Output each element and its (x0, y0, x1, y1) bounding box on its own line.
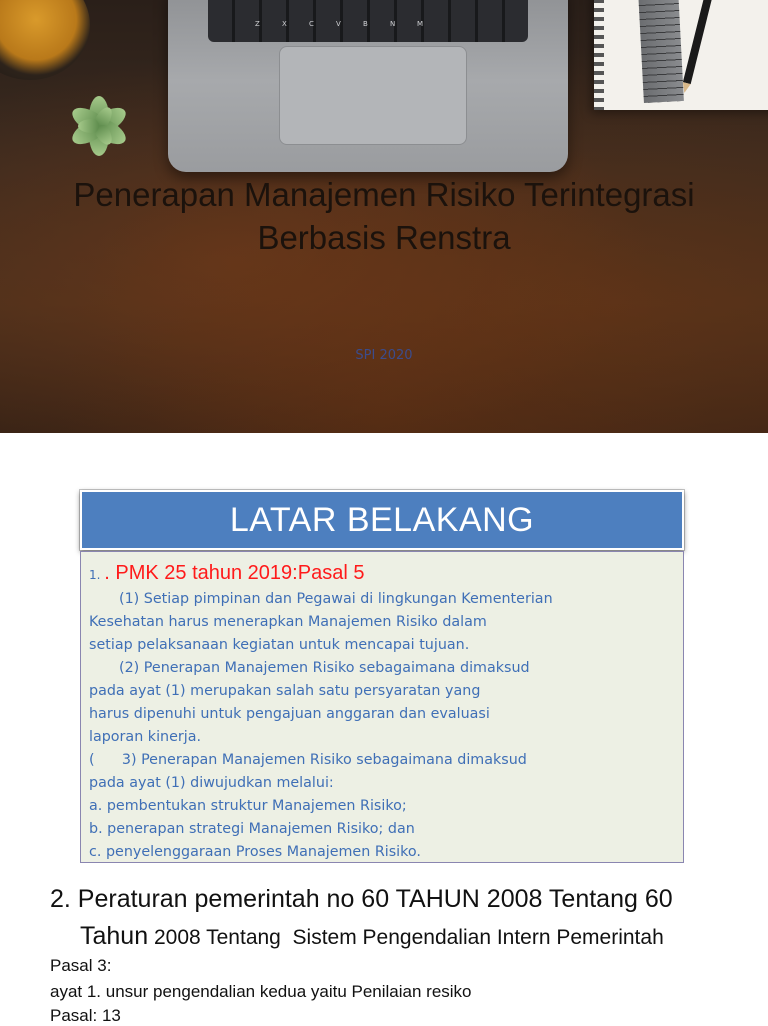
pasal-13: Pasal: 13 (50, 1006, 121, 1025)
pasal-3: Pasal 3: (50, 956, 112, 975)
box-line: c. penyelenggaraan Proses Manajemen Risiko. (89, 844, 421, 860)
point-2-line-1: 2. Peraturan pemerintah no 60 TAHUN 2008 Tentang 60 (50, 885, 673, 913)
list-number: 1. (89, 568, 105, 582)
succulent-plant-image (66, 92, 132, 158)
box-line: a. pembentukan struktur Manajemen Risiko; (89, 798, 407, 814)
slide-title-line-2: Berbasis Renstra (257, 219, 511, 256)
slide-subtitle: SPI 2020 (355, 348, 413, 363)
box-line: pada ayat (1) merupakan salah satu persyaratan yang (89, 683, 481, 699)
point-2-tahun: Tahun (80, 922, 149, 950)
point-2-rest: 2008 Tentang Sistem Pengendalian Intern Pemerintah (148, 926, 664, 949)
key-label: M (417, 20, 424, 28)
key-label: V (336, 20, 341, 28)
ruler-image (638, 0, 684, 103)
point-2-line-2 (80, 922, 664, 951)
box-line: laporan kinerja. (89, 729, 202, 745)
box-line: ( 3) Penerapan Manajemen Risiko sebagaimana dimaksud (89, 752, 527, 768)
slide-title (0, 173, 768, 259)
key-label: B (363, 20, 368, 28)
box-line: harus dipenuhi untuk pengajuan anggaran dan evaluasi (89, 706, 490, 722)
coffee-mug-image (0, 0, 90, 80)
box-line: (1) Setiap pimpinan dan Pegawai di lingkungan Kementerian (119, 591, 553, 607)
latar-belakang-heading: LATAR BELAKANG (80, 490, 684, 550)
key-label: N (390, 20, 396, 28)
box-line: setiap pelaksanaan kegiatan untuk mencapai tujuan. (89, 637, 470, 653)
key-label: X (282, 20, 287, 28)
slide-title-line-1: Penerapan Manajemen Risiko Terintegrasi (73, 176, 695, 213)
key-label: C (309, 20, 314, 28)
laptop-keyboard (208, 0, 528, 42)
title-slide (0, 0, 768, 433)
key-label: Z (255, 20, 260, 28)
laptop-image (168, 0, 568, 172)
box-line: Kesehatan harus menerapkan Manajemen Risiko dalam (89, 614, 487, 630)
pmk-box-header (89, 558, 683, 588)
ayat-1: ayat 1. unsur pengendalian kedua yaitu Penilaian resiko (50, 982, 472, 1001)
box-line: b. penerapan strategi Manajemen Risiko; dan (89, 821, 415, 837)
box-line: (2) Penerapan Manajemen Risiko sebagaimana dimaksud (119, 660, 530, 676)
notebook-rings (594, 0, 604, 110)
pmk-title: . PMK 25 tahun 2019:Pasal 5 (104, 562, 365, 584)
laptop-trackpad (279, 46, 467, 145)
box-line: pada ayat (1) diwujudkan melalui: (89, 775, 334, 791)
pmk-text-box (80, 551, 684, 863)
